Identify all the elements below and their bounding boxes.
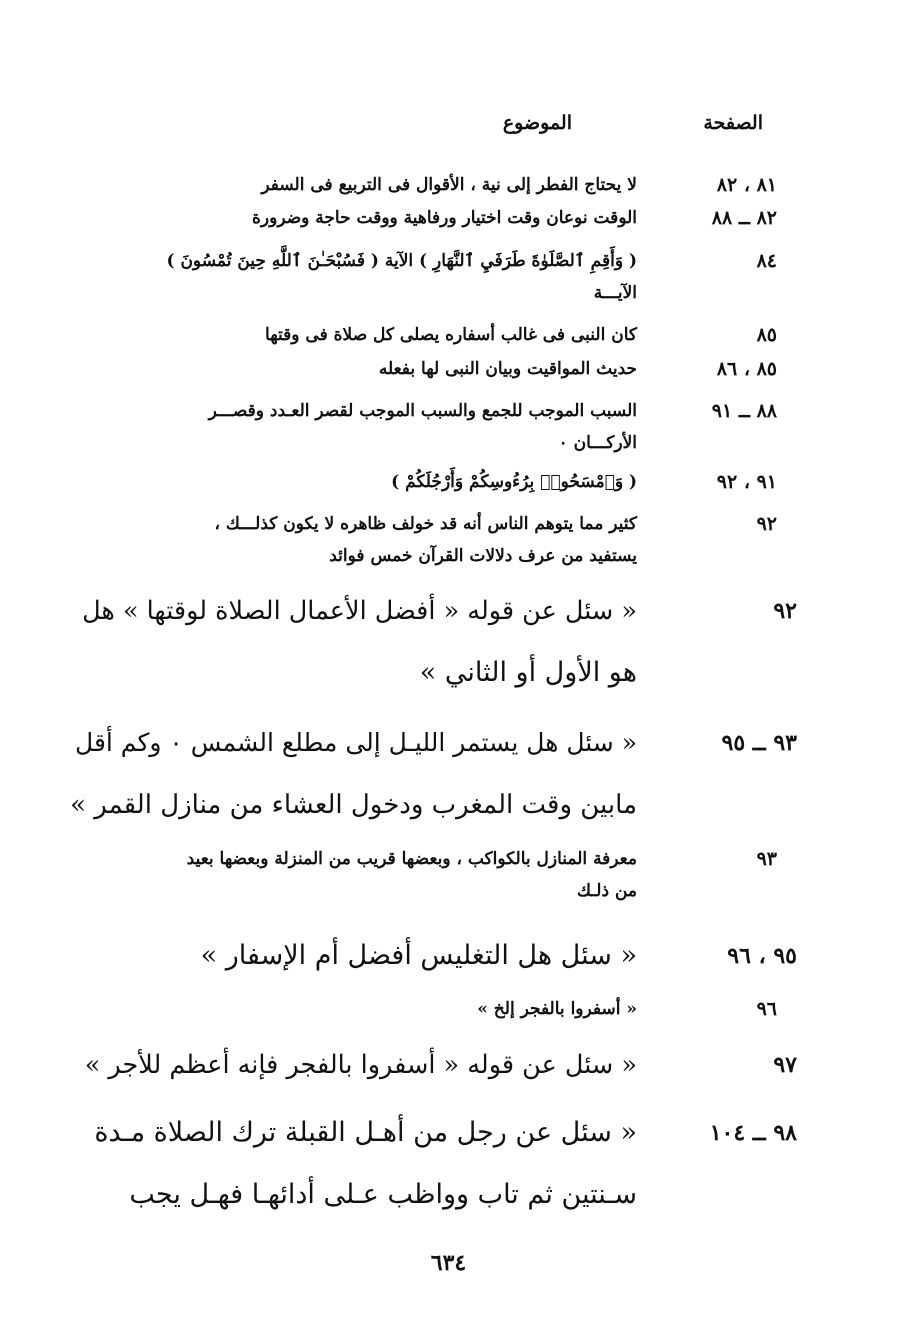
entry-pages: ٩٢ [756,513,777,535]
index-entry [77,245,777,309]
entry-pages: ٨١ ، ٨٢ [716,174,777,196]
index-entry [62,1102,797,1226]
entry-text: الأركـــان ٠ [558,433,637,453]
entry-text: « سئل هل التغليس أفضل أم الإسفار » [200,940,637,971]
index-entry [77,1034,797,1096]
entry-text: السبب الموجب للجمع والسبب الموجب لقصر العـدد وقصـــر [208,401,637,421]
entry-pages: ٨٤ [756,250,777,272]
entry-text: « أسفروا بالفجر إلخ » [477,999,637,1019]
entry-pages: ٩٣ ــ ٩٥ [721,730,797,756]
index-entry [67,395,777,459]
index-entry [117,169,777,201]
index-entry [67,843,777,907]
entry-text: ( وَأَقِمِ ٱلصَّلَوٰةَ طَرَفَيِ ٱلنَّهَارِ ) الآية ( فَسُبْحَـٰنَ ٱللَّهِ حِينَ تُمْسُونَ ) [166,251,637,271]
entry-pages: ٨٨ ــ ٩١ [711,400,777,422]
index-entry [117,319,777,351]
index-entry [117,993,777,1025]
entry-text: الوقت نوعان وقت اختيار ورفاهية ووقت حاجة وضرورة [252,208,637,228]
entry-text: « سئل عن قوله « أفضل الأعمال الصلاة لوقتها » هل [82,596,637,626]
entry-text: معرفة المنازل بالكواكب ، وبعضها قريب من المنزلة وبعضها بعيد [186,849,637,869]
entry-text: كان النبى فى غالب أسفاره يصلى كل صلاة فى وقتها [265,325,637,345]
entry-text: الآيـــة [593,283,637,303]
entry-pages: ٩٨ ــ ١٠٤ [709,1120,797,1146]
entry-text: « سئل هل يستمر الليـل إلى مطلع الشمس ٠ وكم أقل [75,728,637,757]
index-entry [117,202,777,234]
entry-pages: ٩١ ، ٩٢ [716,471,777,493]
entry-text: مابين وقت المغرب ودخول العشاء من منازل القمر » [70,790,637,820]
entry-pages: ٩٦ [756,998,777,1020]
entry-pages: ٩٥ ، ٩٦ [727,943,797,969]
entry-text: حديث المواقيت وبيان النبى لها بفعله [378,359,637,379]
entry-text: يستفيد من عرف دلالات القرآن خمس فوائد [329,546,637,566]
entry-text: « سئل عن رجل من أهـل القبلة ترك الصلاة مـدة [94,1117,637,1148]
index-entry [77,580,797,704]
entry-text: هو الأول أو الثاني » [419,657,637,688]
index-entry [67,508,777,572]
entry-pages: ٨٢ ــ ٨٨ [711,207,777,229]
entry-pages: ٨٥ ، ٨٦ [716,358,777,380]
page-column-header: الصفحة [703,112,763,134]
entry-pages: ٨٥ [756,324,777,346]
index-entry [117,466,777,498]
entry-pages: ٩٧ [773,1052,797,1078]
index-entry [117,353,777,385]
entry-pages: ٩٢ [773,598,797,624]
entry-text: « سئل عن قوله « أسفروا بالفجر فإنه أعظم للأجر » [84,1050,637,1080]
topic-column-header: الموضوع [502,112,572,134]
index-entry [77,925,797,987]
entry-text: سـنتين ثم تاب وواظب عـلى أدائهـا فهـل يجب [129,1179,637,1210]
entry-text: ( وَٱمْسَحُوا۟ بِرُءُوسِكُمْ وَأَرْجُلَكُمْ ) [391,472,637,492]
index-entry [67,712,797,836]
page-number: ٦٣٤ [430,1250,467,1276]
entry-pages: ٩٣ [756,848,777,870]
entry-text: من ذلـك [576,881,637,901]
entry-text: لا يحتاج الفطر إلى نية ، الأقوال فى التربيع فى السفر [261,175,637,195]
entry-text: كثير مما يتوهم الناس أنه قد خولف ظاهره لا يكون كذلـــك ، [214,514,637,534]
